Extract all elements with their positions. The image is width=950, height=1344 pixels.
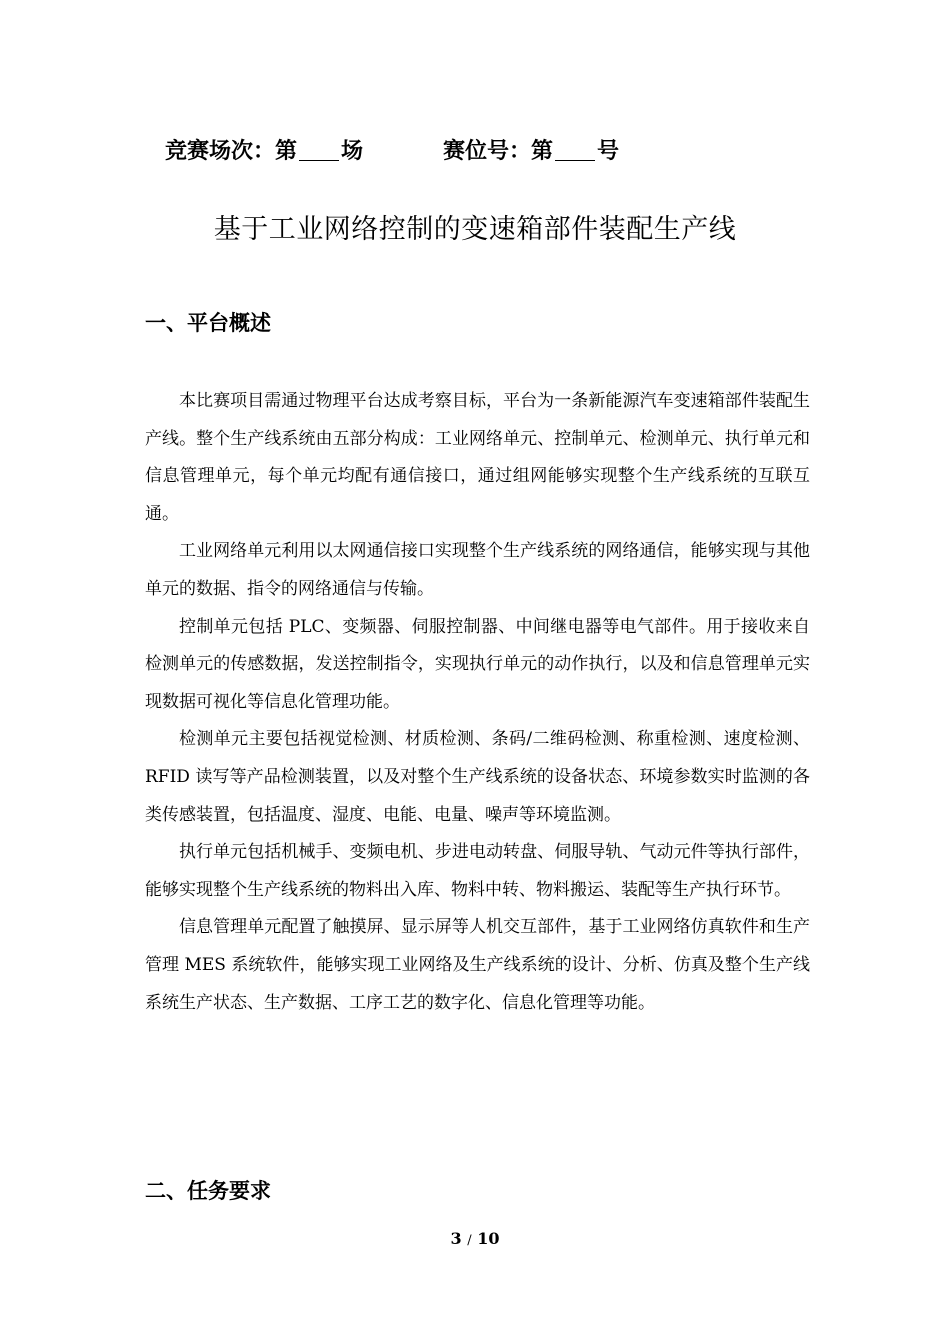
total-pages: 10 <box>477 1229 500 1248</box>
section-heading-task-requirements: 二、任务要求 <box>145 1179 271 1203</box>
seat-label: 赛位号：第 <box>443 139 554 164</box>
seat-suffix: 号 <box>597 139 620 164</box>
paragraph: 本比赛项目需通过物理平台达成考察目标，平台为一条新能源汽车变速箱部件装配生产线。整个生产线系统由五部分构成：工业网络单元、控制单元、检测单元、执行单元和信息管理单元，每个单元均配有通信接口，通过组网能够实现整个生产线系统的互联互通。 <box>145 391 810 524</box>
paragraph: 检测单元主要包括视觉检测、材质检测、条码/二维码检测、称重检测、速度检测、RFID 读写等产品检测装置，以及对整个生产线系统的设备状态、环境参数实时监测的各类传感装置，包括温度、湿度、电能、电量、噪声等环境监测。 <box>145 729 810 825</box>
match-label: 竞赛场次：第 <box>165 139 298 164</box>
page-separator: / <box>467 1233 472 1248</box>
current-page: 3 <box>450 1229 462 1248</box>
seat-number-group <box>443 134 619 165</box>
match-number-blank <box>299 138 339 161</box>
paragraph: 信息管理单元配置了触摸屏、显示屏等人机交互部件，基于工业网络仿真软件和生产管理 MES 系统软件，能够实现工业网络及生产线系统的设计、分析、仿真及整个生产线系统生产状态、生产数据、工序工艺的数字化、信息化管理等功能。 <box>145 917 810 1013</box>
body-text <box>145 383 810 1022</box>
paragraph: 控制单元包括 PLC、变频器、伺服控制器、中间继电器等电气部件。用于接收来自检测单元的传感数据，发送控制指令，实现执行单元的动作执行，以及和信息管理单元实现数据可视化等信息化管理功能。 <box>145 616 810 712</box>
section-heading-platform-overview: 一、平台概述 <box>145 311 271 335</box>
seat-number-blank <box>555 138 595 161</box>
match-suffix: 场 <box>341 139 364 164</box>
competition-header <box>165 134 620 165</box>
document-title: 基于工业网络控制的变速箱部件装配生产线 <box>213 214 737 245</box>
page-number <box>0 1229 950 1248</box>
paragraph: 执行单元包括机械手、变频电机、步进电动转盘、伺服导轨、气动元件等执行部件，能够实现整个生产线系统的物料出入库、物料中转、物料搬运、装配等生产执行环节。 <box>145 842 810 900</box>
paragraph: 工业网络单元利用以太网通信接口实现整个生产线系统的网络通信，能够实现与其他单元的数据、指令的网络通信与传输。 <box>145 541 810 599</box>
